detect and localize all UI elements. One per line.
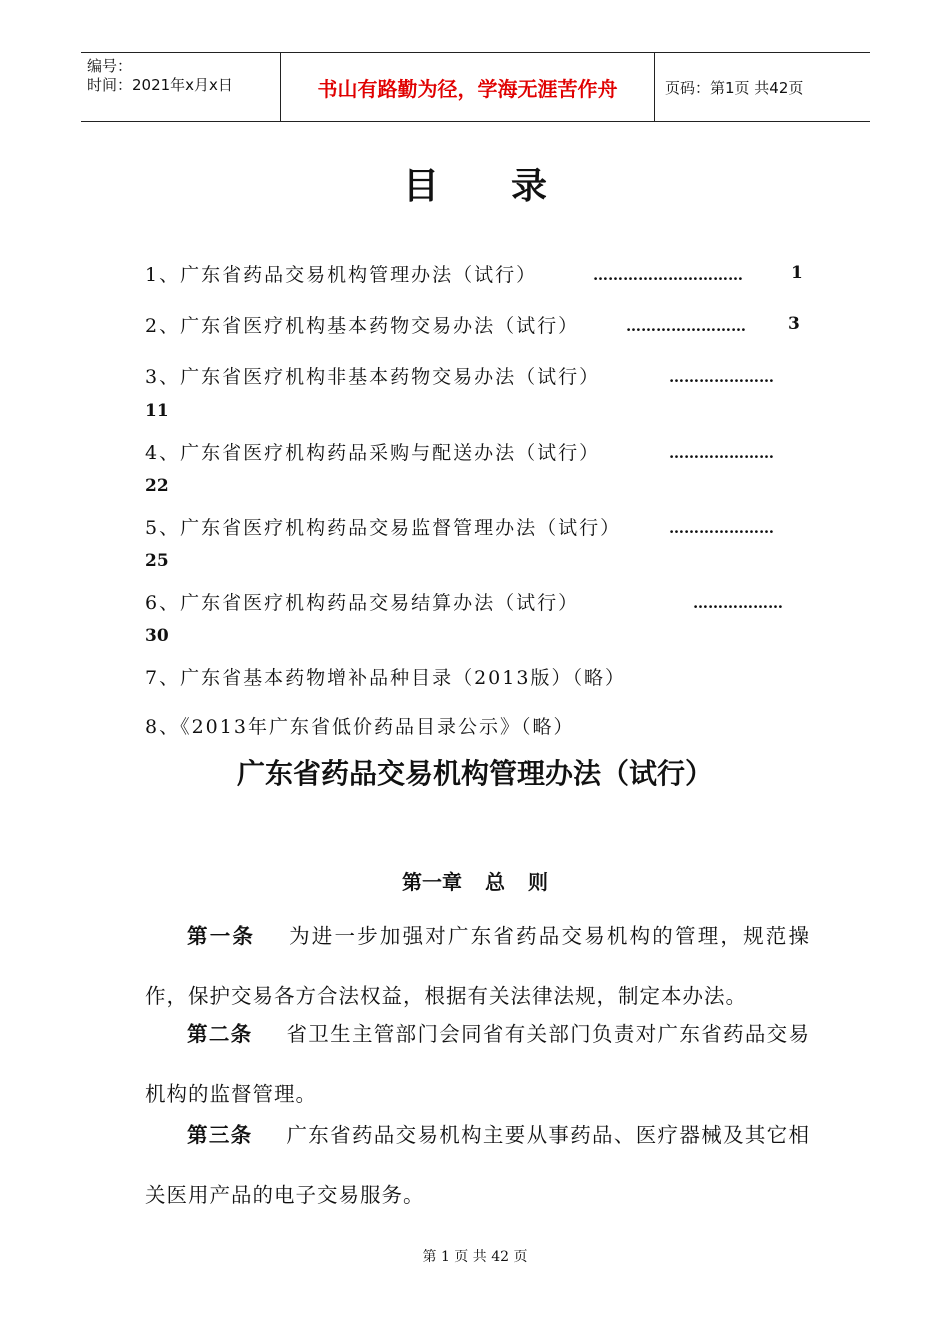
article-label: 第一条 — [187, 924, 256, 948]
header-meta — [81, 53, 281, 121]
toc-item-page: 30 — [145, 626, 169, 646]
toc-item-text: 5、广东省医疗机构药品交易监督管理办法（试行） — [145, 517, 622, 539]
toc-item[interactable] — [145, 588, 579, 615]
article-text: 省卫生主管部门会同省有关部门负责对广东省药品交易机构的监督管理。 — [145, 1022, 811, 1106]
toc-item[interactable] — [145, 712, 574, 739]
toc-item-page: 25 — [145, 551, 169, 571]
toc-item-text: 7、广东省基本药物增补品种目录（2013版）（略） — [145, 667, 626, 689]
toc-item[interactable] — [145, 438, 600, 465]
article-text: 广东省药品交易机构主要从事药品、医疗器械及其它相关医用产品的电子交易服务。 — [145, 1123, 811, 1207]
document-time-label: 时间：2021年x月x日 — [87, 76, 233, 94]
toc-item-page: 3 — [788, 314, 800, 334]
document-title: 广东省药品交易机构管理办法（试行） — [236, 757, 713, 790]
chapter-heading — [0, 866, 950, 895]
chapter-number: 第一章 — [402, 870, 463, 894]
article-label: 第二条 — [187, 1022, 253, 1046]
toc-item[interactable] — [145, 513, 621, 540]
toc-item-text: 4、广东省医疗机构药品采购与配送办法（试行） — [145, 442, 601, 464]
article-text: 为进一步加强对广东省药品交易机构的管理，规范操作，保护交易各方合法权益，根据有关法律法规，制定本办法。 — [145, 924, 811, 1008]
page-header — [81, 52, 870, 122]
toc-item-text: 8、《2013年广东省低价药品目录公示》（略） — [145, 716, 575, 738]
toc-item-page: 22 — [145, 476, 169, 496]
toc-item[interactable] — [145, 311, 579, 338]
document-number-label: 编号： — [87, 57, 133, 75]
toc-item-leader: ………………… — [669, 368, 774, 386]
page-footer: 第 1 页 共 42 页 — [422, 1249, 528, 1265]
toc-item-page: 1 — [791, 263, 803, 283]
chapter-name-part: 总 — [485, 870, 505, 894]
toc-item-text: 3、广东省医疗机构非基本药物交易办法（试行） — [145, 366, 601, 388]
toc-item-leader: …………………… — [626, 317, 746, 335]
toc-item[interactable] — [145, 260, 537, 287]
toc-item-leader: ………………… — [669, 444, 774, 462]
toc-item[interactable] — [145, 362, 600, 389]
toc-item-page: 11 — [145, 401, 169, 421]
toc-item-text: 6、广东省医疗机构药品交易结算办法（试行） — [145, 592, 580, 614]
toc-item-text: 2、广东省医疗机构基本药物交易办法（试行） — [145, 315, 580, 337]
header-motto: 书山有路勤为径，学海无涯苦作舟 — [281, 53, 655, 121]
chapter-name-part: 则 — [527, 870, 548, 894]
toc-title: 目录 — [402, 166, 619, 207]
header-page-info: 页码：第1页 共42页 — [665, 78, 804, 97]
toc-item-leader: ………………… — [669, 519, 774, 537]
toc-item[interactable] — [145, 663, 626, 690]
article-paragraph — [145, 1105, 810, 1225]
toc-item-leader: ………………………… — [593, 266, 743, 284]
toc-item-text: 1、广东省药品交易机构管理办法（试行） — [145, 264, 538, 286]
toc-item-leader: ……………… — [693, 594, 783, 612]
article-label: 第三条 — [187, 1123, 253, 1147]
